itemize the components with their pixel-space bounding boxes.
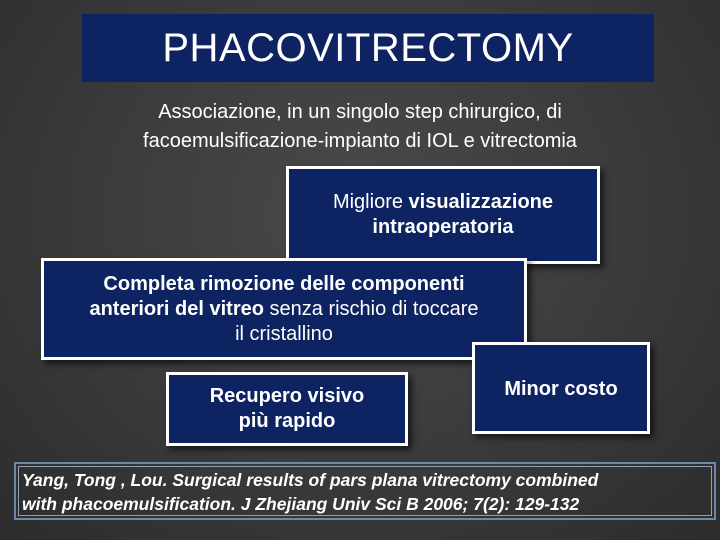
slide-title [82,14,654,82]
box2-bold-2: anteriori del vitreo [89,297,264,320]
box-vitreous-removal [41,258,527,360]
box3-bold-1: Recupero visivo [209,385,365,407]
slide-title-text: PHACOVITRECTOMY [162,25,574,70]
box-lower-cost [472,342,650,434]
subtitle-line-1: Associazione, in un singolo step chirurgico, di [158,101,562,123]
box4-bold-1: Minor costo [504,378,618,400]
box2-plain-2: senza rischio di toccare [263,297,479,320]
box-visualization [286,166,600,264]
box2-bold-1: Completa rimozione delle componenti [103,272,465,295]
slide-subtitle [60,98,660,156]
reference-line-1: Yang, Tong , Lou. Surgical results of pars plana vitrectomy combined [22,470,599,490]
box1-bold-2: intraoperatoria [372,216,514,238]
box3-bold-2: più rapido [238,410,336,432]
box1-bold-1: visualizzazione [408,191,554,213]
subtitle-line-2: facoemulsificazione-impianto di IOL e vitrectomia [143,130,577,152]
box1-plain: Migliore [332,191,409,213]
box-visual-recovery [166,372,408,446]
box2-plain-3: il cristallino [235,322,333,345]
reference-line-2: with phacoemulsification. J Zhejiang Univ Sci B 2006; 7(2): 129-132 [22,494,580,514]
reference-citation [14,462,716,520]
